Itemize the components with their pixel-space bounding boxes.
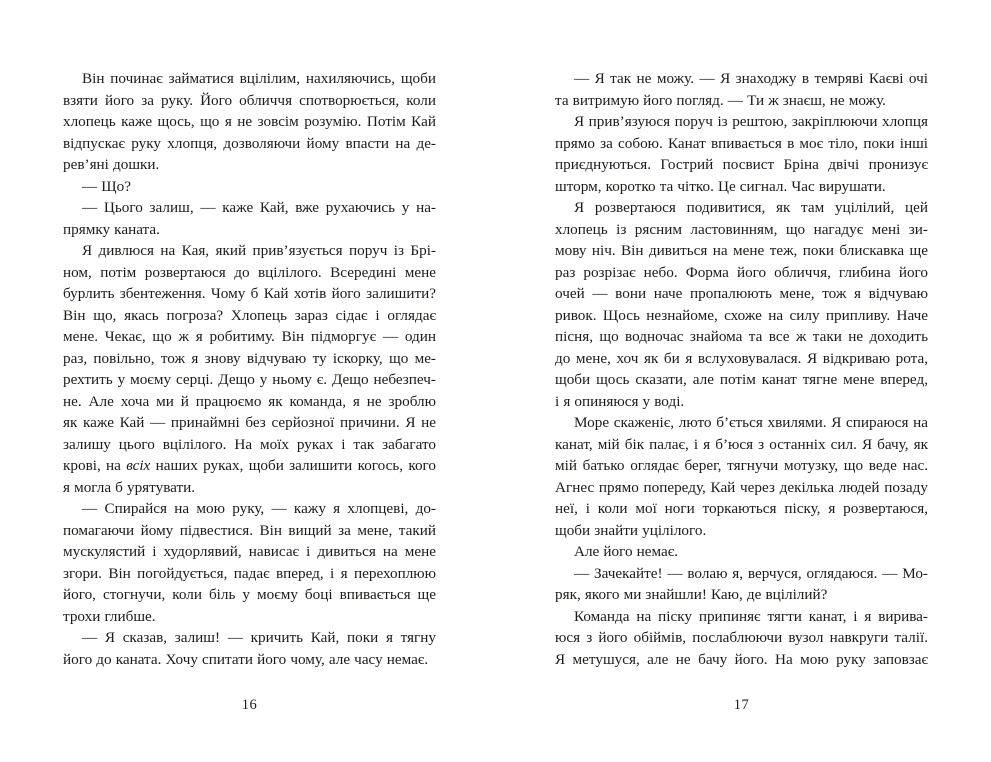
text-line: не. Але хоча ми й працюємо як команда, я не зроблю (63, 392, 436, 410)
text-line: щоби щось сказати, але потім канат тягне мене вперед, (555, 371, 928, 388)
page-number: 17 (733, 697, 750, 713)
text-line: Команда на піску припиняє тягти канат, і я вирива- (574, 607, 928, 625)
text-line: залишу цього вцілілого. На моїх руках і так забагато (63, 435, 436, 453)
paragraph (555, 563, 928, 606)
paragraph (63, 68, 436, 176)
text-line: хлопець із рясним ластовинням, що нагадує мені зи- (555, 220, 928, 238)
paragraph (63, 197, 436, 240)
text-line: і я опиняюся у воді. (555, 392, 685, 410)
text-line: — Цього залиш, — каже Кай, вже рухаючись у на- (82, 199, 436, 216)
text-line: — Я так не можу. — Я знаходжу в темряві Каєві очі (574, 70, 928, 87)
text-line: шторм, коротко та чітко. Це сигнал. Час вирушати. (555, 177, 886, 195)
paragraph (555, 197, 928, 412)
text-line: приєднуються. Гострий посвист Бріна двічі пронизує (555, 156, 928, 173)
text-line: рехтить у моєму серці. Дещо у ньому є. Дещо небезпеч- (63, 371, 436, 388)
paragraph (555, 68, 928, 111)
text-line: мову ніч. Він дивиться на мене теж, поки блискавка ще (555, 242, 928, 259)
paragraph (555, 541, 928, 563)
text-line: та витримую його погляд. — Ти ж знаєш, не можу. (555, 91, 886, 109)
text-line: відпускає руку хлопця, дозволяючи йому впасти на де- (63, 134, 436, 152)
text-line: Я прив’язуюся поруч із рештою, закріплюючи хлопця (574, 113, 928, 130)
text-line: Я дивлюся на Кая, який прив’язується поруч із Брі- (82, 242, 436, 259)
text-line: раз, повільно, тож я знову відчуваю ту іскорку, що ме- (63, 349, 436, 367)
text-line: хлопець каже щось, що я не зовсім розумію. Потім Кай (63, 113, 436, 130)
text-line: канат, мій бік палає, і я б’юся з останніх сил. Я бачу, як (555, 435, 928, 453)
paragraph (63, 498, 436, 627)
text-line: неї, і коли мої ноги торкаються піску, я розвертаюся, (555, 500, 928, 517)
page-body (555, 68, 928, 670)
text-line: взяти його за руку. Його обличчя спотворюється, коли (63, 91, 436, 109)
text-line: крові, на всіх наших руках, щоби залишити когось, кого (63, 457, 436, 474)
text-line: його до каната. Хочу спитати його чому, але часу немає. (63, 650, 429, 668)
text-line: очей — вони наче пропалюють мене, тож я відчуваю (555, 285, 928, 302)
text-line: ривок. Щось незнайоме, схоже на силу припливу. Наче (555, 306, 928, 324)
paragraph (63, 627, 436, 670)
text-line: юся з його обіймів, послаблюючи вузол навкруги талії. (555, 629, 928, 646)
paragraph (555, 606, 928, 671)
text-line: пісня, що водночас знайома та все ж таки не доходить (555, 328, 928, 345)
text-line: — Я сказав, залиш! — кричить Кай, поки я тягну (82, 629, 436, 646)
text-line: щоби знайти уцілілого. (555, 521, 707, 539)
text-line: Агнес прямо попереду, Кай через декілька людей позаду (555, 478, 928, 496)
text-line: помагаючи йому підвестися. Він вищий за мене, такий (63, 521, 436, 539)
text-line: згори. Він погойдується, падає вперед, і я перехоплюю (63, 564, 436, 582)
page-number: 16 (241, 697, 258, 713)
text-line: бурлить збентеження. Чому б Кай хотів його залишити? (63, 285, 436, 302)
text-line: — Спирайся на мою руку, — кажу я хлопцеві, до- (82, 500, 436, 517)
text-line: Він починає займатися вцілілим, нахиляючись, щоби (82, 70, 436, 87)
text-line: Я метушуся, але не бачу його. На мою руку заповзає (555, 650, 928, 668)
text-line: мене. Чекає, що ж я робитиму. Він підморгує — один (63, 328, 436, 345)
text-line: прямо за собою. Канат впивається в моє тіло, поки інші (555, 134, 928, 152)
text-line: Я розвертаюся подивитися, як там уцілілий, цей (574, 199, 928, 216)
text-line: Він що, якась погроза? Хлопець зараз сідає і оглядає (63, 306, 436, 324)
text-line: як каже Кай — принаймні без серйозної причини. Я не (63, 414, 436, 431)
text-line: Але його немає. (574, 543, 679, 560)
text-line: — Що? (82, 177, 131, 195)
text-line: мій батько оглядає берег, тягнучи мотузку, що веде нас. (555, 457, 928, 474)
text-line: ряк, якого ми знайшли! Каю, де вцілілий? (555, 586, 828, 603)
text-line: ном, потім розвертаюся до вцілілого. Всередині мене (63, 263, 436, 281)
book-page-left (63, 68, 436, 713)
text-line: раз розрізає небо. Форма його обличчя, глибина його (555, 263, 928, 281)
text-line: трохи глибше. (63, 607, 156, 625)
paragraph (63, 176, 436, 198)
text-line: прямку каната. (63, 220, 160, 238)
text-line: — Зачекайте! — волаю я, верчуся, оглядаюся. — Мо- (574, 564, 928, 582)
text-line: до мене, хоч як би я вслуховувалася. Я відкриваю рота, (555, 349, 928, 367)
text-line: його, стогнучи, коли біль у моєму боці впивається ще (63, 586, 436, 603)
text-line: Море скаженіє, люто б’ється хвилями. Я спираюся на (574, 414, 928, 431)
text-line: я могла б урятувати. (63, 478, 196, 496)
page-body (63, 68, 436, 670)
paragraph (555, 412, 928, 541)
book-page-right (555, 68, 928, 713)
paragraph (555, 111, 928, 197)
text-line: мускулястий і худорлявий, нависає і дивиться на мене (63, 543, 436, 560)
text-line: рев’яні дошки. (63, 156, 160, 173)
paragraph (63, 240, 436, 498)
